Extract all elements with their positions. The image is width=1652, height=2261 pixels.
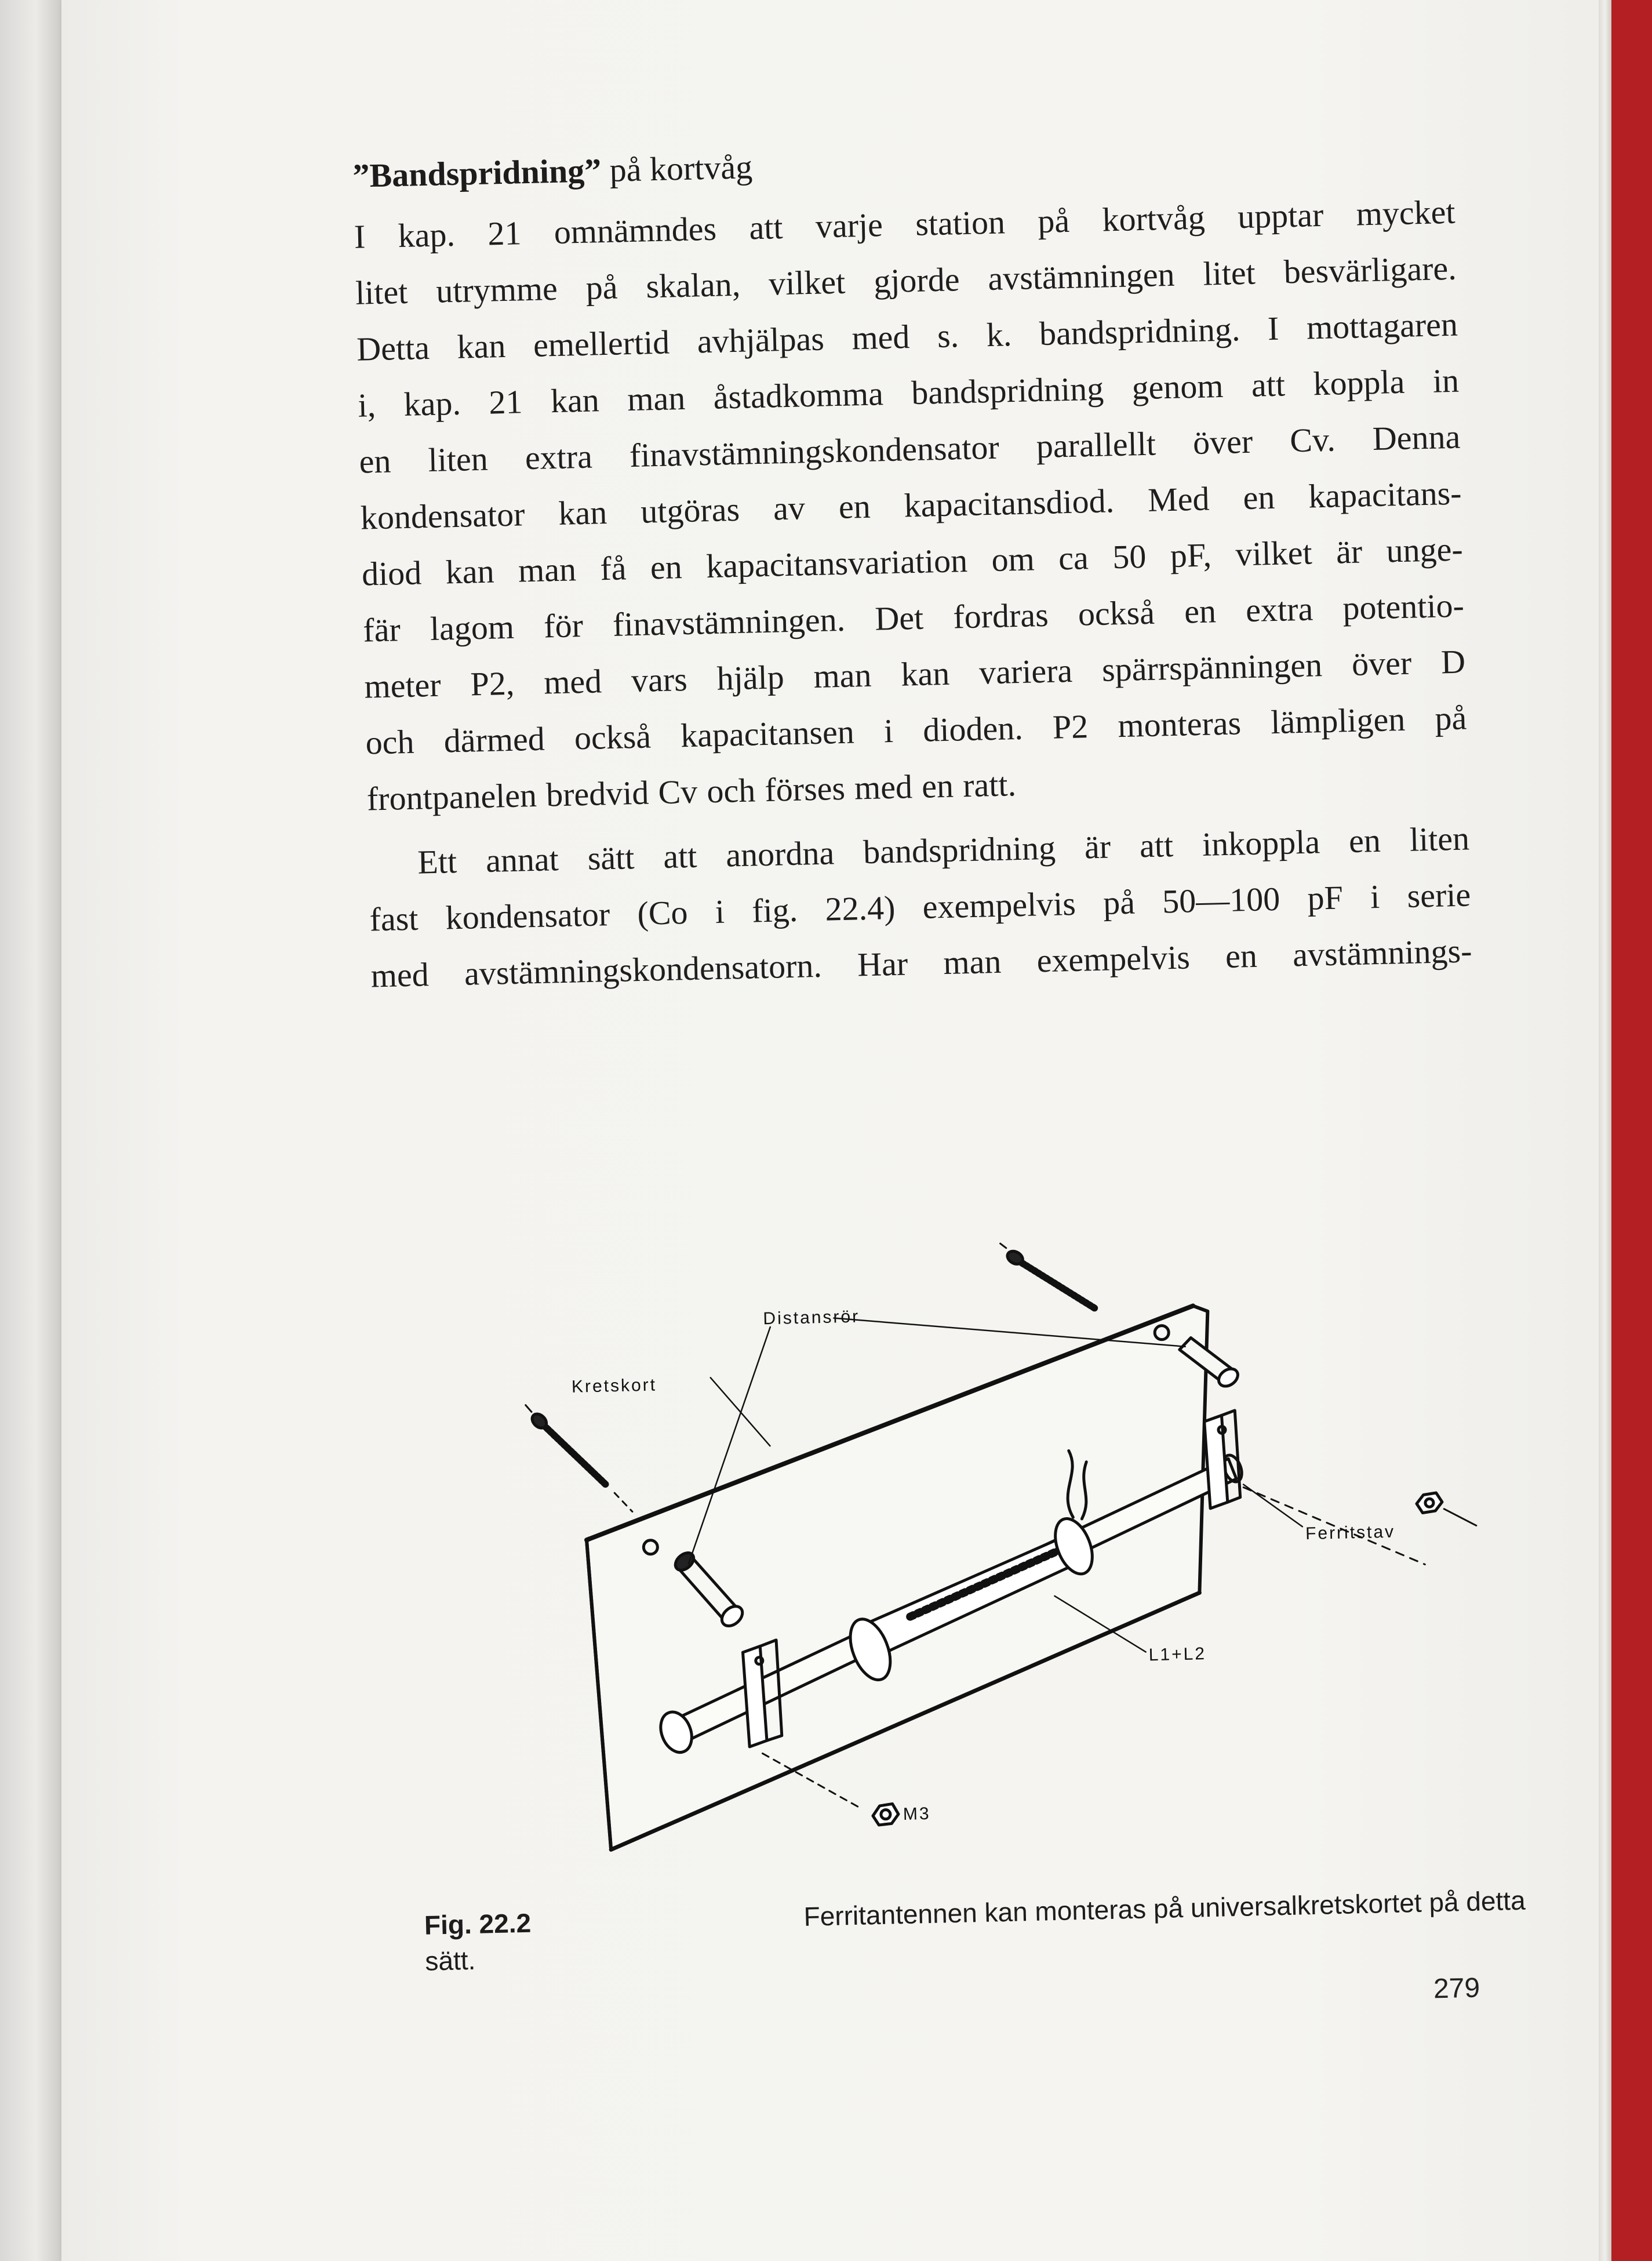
ferrite-antenna-figure bbox=[496, 1203, 1524, 1881]
page-number: 279 bbox=[1433, 1972, 1480, 2005]
circuit-board-drawing bbox=[581, 1306, 1219, 1850]
screw-top-drawing bbox=[1000, 1241, 1095, 1310]
text-line: fär lagom för finavstämningen. Det fordras också en extra potentio- bbox=[362, 586, 1465, 649]
text-line: diod kan man få en kapacitansvariation om ca 50 pF, vilket är unge- bbox=[361, 530, 1464, 593]
text-line: med avstämningskondensatorn. Har man exempelvis en avstämnings- bbox=[370, 932, 1473, 995]
label-nut: M3 bbox=[903, 1804, 931, 1824]
screw-left-drawing bbox=[526, 1403, 632, 1514]
label-distansror: Distansrör bbox=[763, 1307, 860, 1329]
text-line: I kap. 21 omnämndes att varje station på kortvåg upptar mycket bbox=[354, 192, 1456, 256]
text-line: meter P2, med vars hjälp man kan variera spärrspänningen över D bbox=[363, 642, 1466, 706]
label-kretskort: Kretskort bbox=[571, 1375, 657, 1397]
label-coil: L1+L2 bbox=[1148, 1644, 1207, 1665]
section-heading bbox=[352, 147, 753, 195]
text-line: kondensator kan utgöras av en kapacitansdiod. Med en kapacitans- bbox=[360, 474, 1462, 537]
label-ferritstav: Ferritstav bbox=[1305, 1522, 1396, 1544]
text-line: en liten extra finavstämningskondensator parallellt över Cv. Denna bbox=[358, 417, 1461, 481]
text-line: Detta kan emellertid avhjälpas med s. k. bandspridning. I mottagaren bbox=[356, 305, 1458, 368]
figure-caption bbox=[424, 1882, 1526, 1979]
section-heading-bold: ”Bandspridning” bbox=[352, 151, 602, 195]
figure-caption-text-2: sätt. bbox=[424, 1944, 476, 1976]
text-line: frontpanelen bredvid Cv och förses med en ratt. bbox=[366, 765, 1017, 818]
text-line: och därmed också kapacitansen i dioden. P2 monteras lämpligen på bbox=[365, 699, 1467, 762]
body-text bbox=[354, 184, 1473, 1004]
figure-caption-text: Ferritantennen kan monteras på universalkretskortet på detta bbox=[803, 1885, 1526, 1932]
text-line: Ett annat sätt att anordna bandspridning är att inkoppla en liten bbox=[417, 819, 1470, 881]
section-heading-rest: på kortvåg bbox=[601, 148, 753, 190]
text-line: litet utrymme på skalan, vilket gjorde avstämningen litet besvärligare. bbox=[355, 249, 1457, 312]
text-line: fast kondensator (Co i fig. 22.4) exempelvis på 50—100 pF i serie bbox=[369, 875, 1471, 939]
figure-caption-label: Fig. 22.2 bbox=[424, 1907, 532, 1940]
text-line: i, kap. 21 kan man åstadkomma bandspridning genom att koppla in bbox=[357, 361, 1460, 424]
